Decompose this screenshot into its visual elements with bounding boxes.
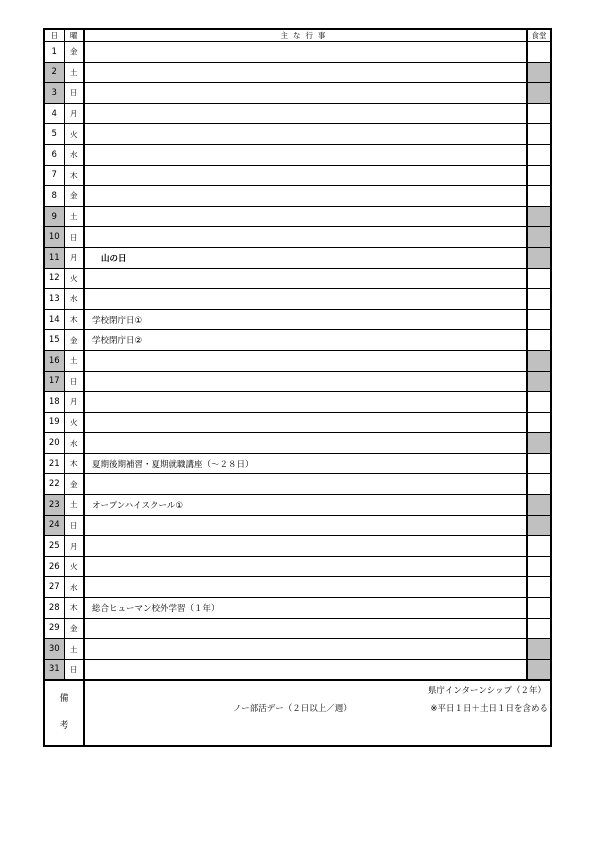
day-row (44, 350, 551, 371)
weekday: 水 (64, 289, 84, 310)
event-cell (84, 659, 527, 680)
cafeteria-cell (527, 330, 551, 351)
event-cell (84, 639, 527, 660)
day-number: 1 (44, 42, 64, 63)
event-cell: オープンハイスクール① (84, 495, 527, 516)
weekday: 月 (64, 103, 84, 124)
cafeteria-cell (527, 453, 551, 474)
notes-label-char-2: 考 (59, 720, 69, 731)
cafeteria-cell (527, 309, 551, 330)
event-cell (84, 124, 527, 145)
cafeteria-cell (527, 289, 551, 310)
weekday: 火 (64, 556, 84, 577)
day-number: 20 (44, 433, 64, 454)
day-number: 15 (44, 330, 64, 351)
weekday: 日 (64, 371, 84, 392)
day-number: 9 (44, 206, 64, 227)
event-cell (84, 62, 527, 83)
weekday: 火 (64, 268, 84, 289)
day-row (44, 247, 551, 268)
weekday: 木 (64, 453, 84, 474)
cafeteria-cell (527, 577, 551, 598)
cafeteria-cell (527, 659, 551, 680)
day-number: 22 (44, 474, 64, 495)
day-row (44, 124, 551, 145)
day-row (44, 227, 551, 248)
day-number: 3 (44, 83, 64, 104)
day-number: 14 (44, 309, 64, 330)
day-number: 23 (44, 495, 64, 516)
day-number: 17 (44, 371, 64, 392)
event-cell (84, 83, 527, 104)
day-row (44, 433, 551, 454)
day-number: 4 (44, 103, 64, 124)
notes-label (44, 680, 84, 746)
day-number: 21 (44, 453, 64, 474)
header-cafeteria: 食堂 (527, 29, 551, 42)
day-row (44, 618, 551, 639)
day-row (44, 536, 551, 557)
weekday: 日 (64, 515, 84, 536)
day-row (44, 639, 551, 660)
day-number: 25 (44, 536, 64, 557)
event-cell (84, 433, 527, 454)
event-cell (84, 103, 527, 124)
day-row (44, 62, 551, 83)
cafeteria-cell (527, 62, 551, 83)
day-number: 26 (44, 556, 64, 577)
cafeteria-cell (527, 556, 551, 577)
day-row (44, 289, 551, 310)
day-row (44, 556, 551, 577)
day-number: 7 (44, 165, 64, 186)
note-weekday-weekend: ※平日１日＋土日１日を含める (430, 703, 548, 714)
cafeteria-cell (527, 474, 551, 495)
cafeteria-cell (527, 186, 551, 207)
event-cell (84, 186, 527, 207)
weekday: 土 (64, 495, 84, 516)
event-cell: 総合ヒューマン校外学習（１年） (84, 598, 527, 619)
day-number: 10 (44, 227, 64, 248)
day-number: 2 (44, 62, 64, 83)
event-cell (84, 165, 527, 186)
weekday: 日 (64, 83, 84, 104)
weekday: 日 (64, 227, 84, 248)
weekday: 水 (64, 433, 84, 454)
day-row (44, 330, 551, 351)
weekday: 木 (64, 598, 84, 619)
day-number: 16 (44, 350, 64, 371)
weekday: 日 (64, 659, 84, 680)
day-number: 6 (44, 144, 64, 165)
weekday: 火 (64, 412, 84, 433)
note-internship: 県庁インターンシップ（２年） (427, 685, 546, 696)
event-cell (84, 577, 527, 598)
calendar-table (43, 28, 552, 747)
weekday: 月 (64, 247, 84, 268)
cafeteria-cell (527, 639, 551, 660)
cafeteria-cell (527, 165, 551, 186)
event-cell (84, 206, 527, 227)
weekday: 火 (64, 124, 84, 145)
weekday: 土 (64, 62, 84, 83)
cafeteria-cell (527, 598, 551, 619)
day-row (44, 577, 551, 598)
header-day: 日 (44, 29, 64, 42)
event-cell (84, 289, 527, 310)
cafeteria-cell (527, 536, 551, 557)
day-number: 27 (44, 577, 64, 598)
weekday: 金 (64, 186, 84, 207)
cafeteria-cell (527, 227, 551, 248)
cafeteria-cell (527, 42, 551, 63)
event-cell (84, 536, 527, 557)
day-number: 12 (44, 268, 64, 289)
day-number: 19 (44, 412, 64, 433)
day-row (44, 103, 551, 124)
weekday: 水 (64, 577, 84, 598)
day-number: 28 (44, 598, 64, 619)
cafeteria-cell (527, 206, 551, 227)
day-row (44, 268, 551, 289)
event-cell (84, 371, 527, 392)
cafeteria-cell (527, 412, 551, 433)
day-number: 13 (44, 289, 64, 310)
weekday: 金 (64, 618, 84, 639)
day-row (44, 495, 551, 516)
cafeteria-cell (527, 371, 551, 392)
weekday: 水 (64, 144, 84, 165)
weekday: 金 (64, 42, 84, 63)
day-number: 24 (44, 515, 64, 536)
day-row (44, 144, 551, 165)
event-cell (84, 144, 527, 165)
event-cell (84, 42, 527, 63)
weekday: 金 (64, 474, 84, 495)
day-number: 8 (44, 186, 64, 207)
day-row (44, 474, 551, 495)
weekday: 月 (64, 536, 84, 557)
event-cell (84, 268, 527, 289)
event-cell (84, 392, 527, 413)
day-number: 5 (44, 124, 64, 145)
note-no-club-day: ノー部活デー（２日以上／週） (233, 703, 352, 714)
cafeteria-cell (527, 618, 551, 639)
weekday: 月 (64, 392, 84, 413)
event-cell: 夏期後期補習・夏期就職講座（～２８日） (84, 453, 527, 474)
event-cell: 学校閉庁日① (84, 309, 527, 330)
header-events: 主な行事 (84, 29, 527, 42)
notes-content (84, 680, 551, 746)
event-cell (84, 350, 527, 371)
day-number: 18 (44, 392, 64, 413)
notes-row (44, 680, 551, 746)
event-cell: 山の日 (84, 247, 527, 268)
weekday: 木 (64, 165, 84, 186)
calendar-body (44, 42, 551, 680)
day-row (44, 186, 551, 207)
weekday: 土 (64, 350, 84, 371)
day-row (44, 453, 551, 474)
day-number: 31 (44, 659, 64, 680)
cafeteria-cell (527, 495, 551, 516)
header-row (44, 29, 551, 42)
day-row (44, 598, 551, 619)
weekday: 土 (64, 639, 84, 660)
cafeteria-cell (527, 103, 551, 124)
cafeteria-cell (527, 83, 551, 104)
header-weekday: 曜 (64, 29, 84, 42)
event-cell (84, 515, 527, 536)
notes-label-char-1: 備 (59, 693, 69, 704)
day-row (44, 392, 551, 413)
event-cell (84, 227, 527, 248)
cafeteria-cell (527, 433, 551, 454)
day-row (44, 42, 551, 63)
weekday: 木 (64, 309, 84, 330)
cafeteria-cell (527, 515, 551, 536)
cafeteria-cell (527, 247, 551, 268)
day-row (44, 515, 551, 536)
day-number: 29 (44, 618, 64, 639)
day-row (44, 412, 551, 433)
day-number: 30 (44, 639, 64, 660)
event-cell (84, 556, 527, 577)
weekday: 土 (64, 206, 84, 227)
day-row (44, 309, 551, 330)
day-row (44, 206, 551, 227)
day-row (44, 165, 551, 186)
event-cell (84, 618, 527, 639)
cafeteria-cell (527, 144, 551, 165)
event-cell (84, 412, 527, 433)
cafeteria-cell (527, 392, 551, 413)
cafeteria-cell (527, 350, 551, 371)
day-number: 11 (44, 247, 64, 268)
day-row (44, 83, 551, 104)
cafeteria-cell (527, 268, 551, 289)
day-row (44, 659, 551, 680)
cafeteria-cell (527, 124, 551, 145)
event-cell: 学校閉庁日② (84, 330, 527, 351)
day-row (44, 371, 551, 392)
event-cell (84, 474, 527, 495)
weekday: 金 (64, 330, 84, 351)
